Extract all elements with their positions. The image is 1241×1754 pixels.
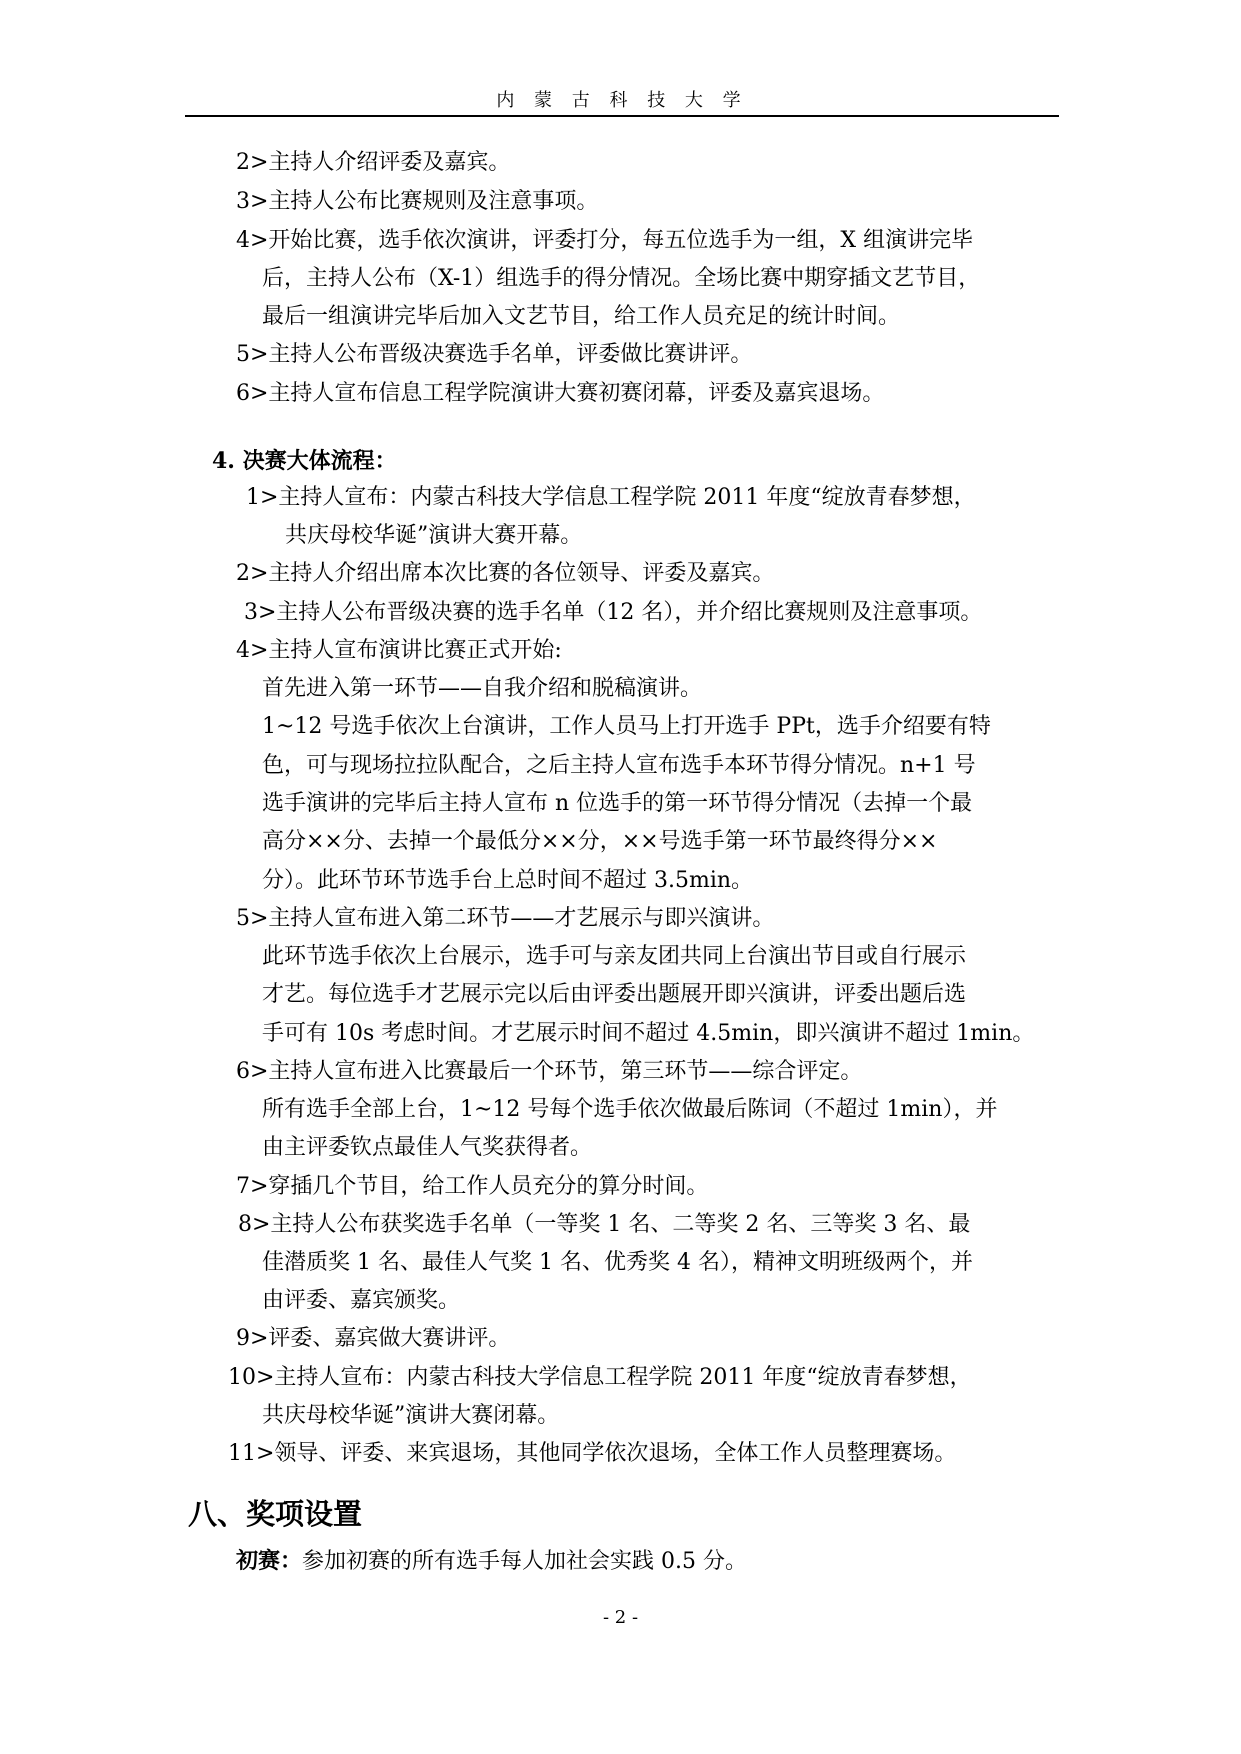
- awards-prelim-line: [236, 1546, 747, 1577]
- final-step-4-para-2-line-3: 选手演讲的完毕后主持人宣布 n 位选手的第一环节得分情况（去掉一个最: [262, 791, 973, 816]
- final-step-6-para-line-1: 所有选手全部上台，1~12 号每个选手依次做最后陈词（不超过 1min），并: [262, 1097, 998, 1122]
- awards-section-heading: 八、奖项设置: [188, 1497, 363, 1531]
- final-step-8-line-1: 8>主持人公布获奖选手名单（一等奖 1 名、二等奖 2 名、三等奖 3 名、最: [238, 1212, 971, 1237]
- final-step-9: 9>评委、嘉宾做大赛讲评。: [236, 1326, 511, 1351]
- header-rule: [185, 115, 1059, 117]
- prelim-step-3: 3>主持人公布比赛规则及注意事项。: [236, 189, 599, 214]
- final-step-1-line-2: 共庆母校华诞”演讲大赛开幕。: [285, 523, 583, 548]
- page-number: - 2 -: [602, 1607, 639, 1628]
- final-step-5-para-line-2: 才艺。每位选手才艺展示完以后由评委出题展开即兴演讲，评委出题后选: [262, 982, 967, 1007]
- final-step-1-line-1: 1>主持人宣布：内蒙古科技大学信息工程学院 2011 年度“绽放青春梦想，: [246, 485, 976, 510]
- final-step-10-line-2: 共庆母校华诞”演讲大赛闭幕。: [262, 1403, 560, 1428]
- prelim-step-5: 5>主持人公布晋级决赛选手名单，评委做比赛讲评。: [236, 342, 753, 367]
- prelim-step-6: 6>主持人宣布信息工程学院演讲大赛初赛闭幕，评委及嘉宾退场。: [236, 381, 885, 406]
- final-step-6: 6>主持人宣布进入比赛最后一个环节，第三环节——综合评定。: [236, 1059, 863, 1084]
- final-step-7: 7>穿插几个节目，给工作人员充分的算分时间。: [236, 1174, 709, 1199]
- awards-prelim-label: 初赛：: [236, 1548, 303, 1574]
- final-step-8-line-3: 由评委、嘉宾颁奖。: [262, 1288, 461, 1313]
- final-step-4-para-1: 首先进入第一环节——自我介绍和脱稿演讲。: [262, 676, 703, 701]
- final-step-2: 2>主持人介绍出席本次比赛的各位领导、评委及嘉宾。: [236, 561, 775, 586]
- final-step-4-para-2-line-4: 高分××分、去掉一个最低分××分，××号选手第一环节最终得分××: [262, 829, 938, 854]
- final-step-4: 4>主持人宣布演讲比赛正式开始:: [236, 638, 562, 663]
- final-step-5-para-line-1: 此环节选手依次上台展示，选手可与亲友团共同上台演出节目或自行展示: [262, 944, 967, 969]
- final-step-5-para-line-3: 手可有 10s 考虑时间。才艺展示时间不超过 4.5min，即兴演讲不超过 1min。: [262, 1021, 1035, 1046]
- final-step-10-line-1: 10>主持人宣布：内蒙古科技大学信息工程学院 2011 年度“绽放青春梦想，: [228, 1365, 972, 1390]
- final-step-8-line-2: 佳潜质奖 1 名、最佳人气奖 1 名、优秀奖 4 名），精神文明班级两个，并: [262, 1250, 973, 1275]
- awards-prelim-text: 参加初赛的所有选手每人加社会实践 0.5 分。: [302, 1549, 747, 1574]
- final-step-4-para-2-line-2: 色，可与现场拉拉队配合，之后主持人宣布选手本环节得分情况。n+1 号: [262, 753, 976, 778]
- final-section-heading: 4. 决赛大体流程：: [212, 448, 397, 474]
- prelim-step-4-line-2: 后，主持人公布（X-1）组选手的得分情况。全场比赛中期穿插文艺节目，: [262, 266, 981, 291]
- final-step-11: 11>领导、评委、来宾退场，其他同学依次退场，全体工作人员整理赛场。: [228, 1441, 957, 1466]
- final-step-4-para-2-line-5: 分）。此环节环节选手台上总时间不超过 3.5min。: [262, 868, 754, 893]
- final-step-3: 3>主持人公布晋级决赛的选手名单（12 名），并介绍比赛规则及注意事项。: [244, 600, 983, 625]
- final-step-4-para-2-line-1: 1~12 号选手依次上台演讲，工作人员马上打开选手 PPt，选手介绍要有特: [262, 714, 991, 739]
- prelim-step-2: 2>主持人介绍评委及嘉宾。: [236, 150, 511, 175]
- page-header: 内 蒙 古 科 技 大 学: [496, 90, 748, 111]
- prelim-step-4-line-1: 4>开始比赛，选手依次演讲，评委打分，每五位选手为一组，X 组演讲完毕: [236, 228, 974, 253]
- final-step-6-para-line-2: 由主评委钦点最佳人气奖获得者。: [262, 1135, 593, 1160]
- prelim-step-4-line-3: 最后一组演讲完毕后加入文艺节目，给工作人员充足的统计时间。: [262, 304, 901, 329]
- final-step-5: 5>主持人宣布进入第二环节——才艺展示与即兴演讲。: [236, 906, 775, 931]
